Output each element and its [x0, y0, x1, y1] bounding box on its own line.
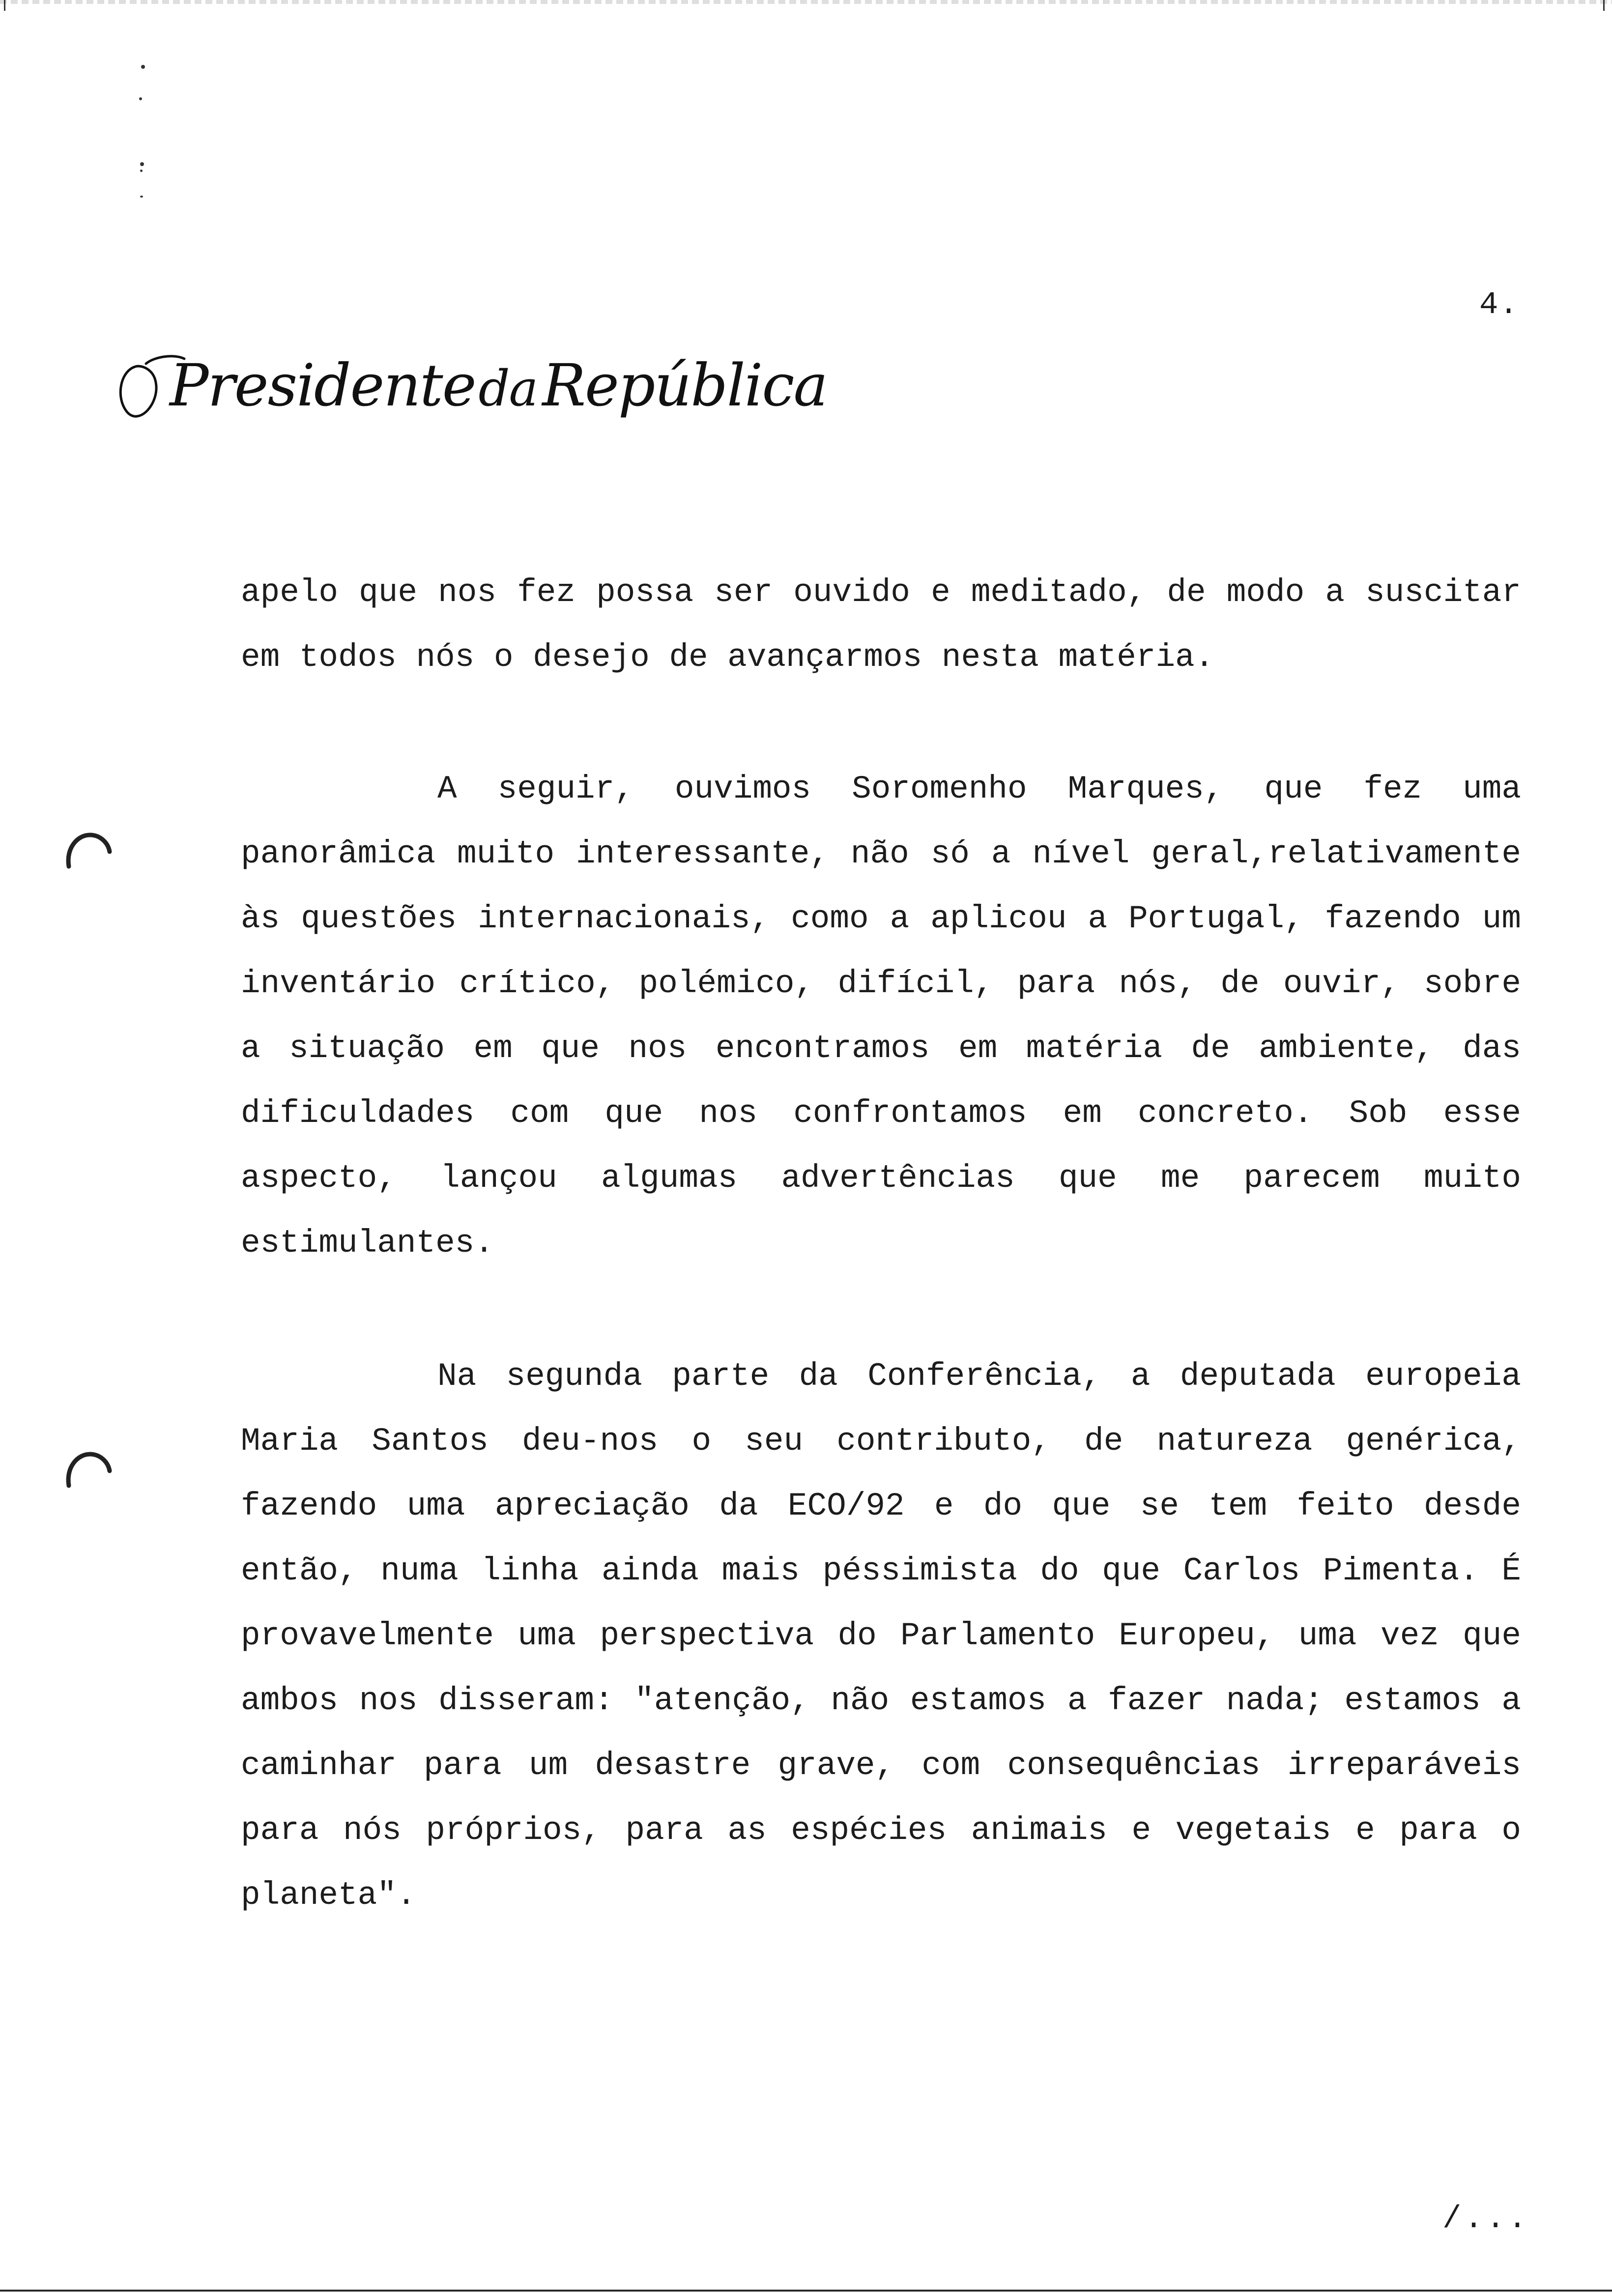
- text-line: apelo que nos fez possa ser ouvido e meditado, de modo a suscitar: [241, 574, 1521, 611]
- punch-hole-mark: [63, 828, 112, 872]
- text-line: para nós próprios, para as espécies animais e vegetais e para o: [241, 1812, 1521, 1849]
- text-line: às questões internacionais, como a aplicou a Portugal, fazendo um: [241, 900, 1521, 937]
- binder-mark: [140, 196, 143, 198]
- text-line: Maria Santos deu-nos o seu contributo, de natureza genérica,: [241, 1423, 1521, 1460]
- page-number: 4.: [1479, 287, 1519, 323]
- text-line: estimulantes.: [241, 1225, 494, 1262]
- text-line: planeta".: [241, 1877, 416, 1914]
- text-line: caminhar para um desastre grave, com consequências irreparáveis: [241, 1747, 1521, 1784]
- paragraph-2: [241, 757, 1521, 1276]
- svg-text:PresidentedaRepública: PresidentedaRepública: [170, 351, 827, 419]
- text-line: fazendo uma apreciação da ECO/92 e do que se tem feito desde: [241, 1488, 1521, 1524]
- text-line: inventário crítico, polémico, difícil, para nós, de ouvir, sobre: [241, 965, 1521, 1002]
- text-line: provavelmente uma perspectiva do Parlamento Europeu, uma vez que: [241, 1617, 1521, 1654]
- scan-top-edge: [0, 0, 1612, 4]
- binder-mark: [141, 65, 145, 69]
- binder-mark: [139, 97, 142, 100]
- continuation-mark: /...: [1442, 2202, 1530, 2237]
- text-line: a situação em que nos encontramos em matéria de ambiente, das: [241, 1030, 1521, 1067]
- paragraph-3: [241, 1344, 1521, 1928]
- text-line: então, numa linha ainda mais péssimista do que Carlos Pimenta. É: [241, 1552, 1521, 1589]
- text-line: panorâmica muito interessante, não só a nível geral,relativamente: [241, 835, 1521, 872]
- text-line: em todos nós o desejo de avançarmos nesta matéria.: [241, 639, 1214, 676]
- text-line: Na segunda parte da Conferência, a deputada europeia: [437, 1358, 1521, 1395]
- binder-mark: [140, 162, 144, 166]
- binder-mark: [140, 170, 143, 172]
- text-line: aspecto, lançou algumas advertências que me parecem muito: [241, 1160, 1521, 1197]
- text-line: A seguir, ouvimos Soromenho Marques, que fez uma: [437, 771, 1521, 807]
- scan-edge-tick: [1603, 0, 1605, 11]
- paragraph-1: [241, 560, 1521, 690]
- letterhead-logo: [111, 344, 827, 430]
- scan-bottom-edge: [0, 2290, 1612, 2292]
- text-line: ambos nos disseram: "atenção, não estamos a fazer nada; estamos a: [241, 1682, 1521, 1719]
- text-line: dificuldades com que nos confrontamos em concreto. Sob esse: [241, 1095, 1521, 1132]
- scan-edge-tick: [4, 0, 5, 11]
- punch-hole-mark: [63, 1447, 112, 1492]
